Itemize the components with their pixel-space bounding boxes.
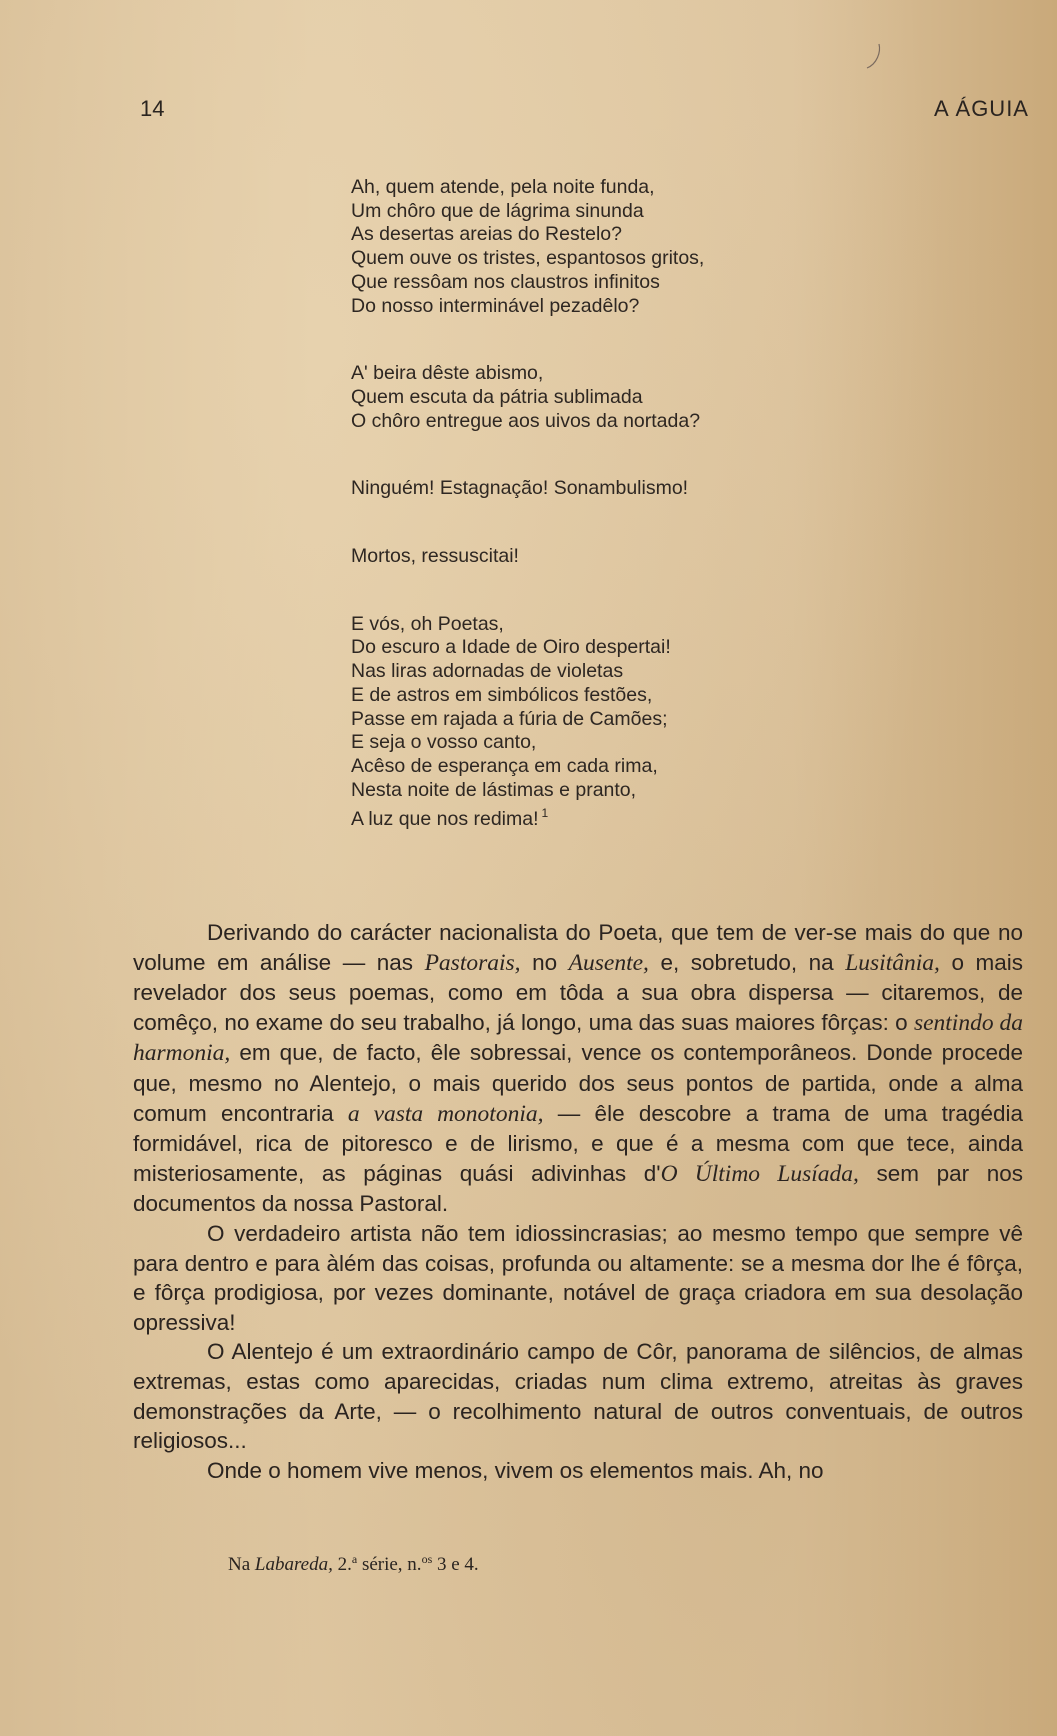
paragraph [133,918,1023,1219]
footnote-marker: 1 [541,806,549,821]
italic-phrase: sentindo da harmonia, [133,1009,1023,1067]
text-run: e, sobretudo, na [648,949,846,975]
poem-line: O chôro entregue aos uivos da nortada? [351,409,701,432]
poem-line: Ah, quem atende, pela noite funda, [351,176,655,198]
footnote-rest: 3 e 4. [432,1554,479,1575]
poem-stanza [351,362,704,433]
poem-line: Mortos, ressuscitai! [351,545,519,568]
poem-stanza [351,545,704,569]
poem-stanza [351,613,704,832]
footnote-sup: os [421,1552,433,1566]
text-run: Derivando do carácter nacionalista do Poeta, que tem de ver-se mais do que no volume em análise — nas [133,920,1023,975]
poem-line: Nesta noite de lástimas e pranto, [351,778,637,801]
italic-title: Pastorais, [424,949,521,976]
italic-title: Ausente, [568,949,649,976]
footnote-series-word: série, n. [357,1554,422,1575]
poem-line-last [351,802,704,832]
poem-line: Acêso de esperança em cada rima, [351,754,658,777]
poem-line: Do nosso interminável pezadêlo? [351,294,640,317]
footnote-title: Labareda, [254,1554,333,1575]
poem-line: Quem escuta da pátria sublimada [351,385,643,408]
poem-stanza [351,176,704,318]
italic-title: Lusitânia, [845,949,940,976]
poem-line: A' beira dêste abismo, [351,362,544,385]
footnote-sup: a [351,1552,358,1566]
text-run: sem par nos documentos da nossa Pastoral. [133,1160,1023,1217]
poem-line: E vós, oh Poetas, [351,612,504,635]
poem-line: Passe em rajada a fúria de Camões; [351,707,668,730]
paragraph: O verdadeiro artista não tem idiossincrasias; ao mesmo tempo que sempre vê para dentro e para àlém das coisas, profunda ou altamente: se a mesma dor lhe é fôrça, e fôrça prodigiosa, por vezes dominante, notável de graça criadora em sua desolação opressiva! [133,1220,1023,1335]
page-number: 14 [140,96,165,121]
text-run: em que, de facto, êle sobressai, vence os contemporâneos. Donde procede que, mesmo no Alentejo, o mais querido dos seus pontos de partida, onde a alma comum encontraria [133,1040,1023,1126]
italic-phrase: a vasta monotonia, [347,1100,544,1127]
poem-line: Nas liras adornadas de violetas [351,660,624,683]
paragraph: O Alentejo é um extraordinário campo de Côr, panorama de silêncios, de almas extremas, estas como aparecidas, criadas num clima extremo, atreitas às graves demonstrações da Arte, — o recolhimento natural de outros conventuais, de outros religiosos... [133,1339,1023,1454]
poem-line: Do escuro a Idade de Oiro despertai! [351,636,671,659]
poem-line: E seja o vosso canto, [351,731,537,754]
pencil-mark-icon [863,42,885,70]
text-run: o mais revelador dos seus poemas, como em tôda a sua obra dispersa — citaremos, de comêço, no exame do seu trabalho, já longo, uma das suas maiores fôrças: o [133,949,1024,1035]
paragraph: Onde o homem vive menos, vivem os elementos mais. Ah, no [207,1457,824,1483]
text-run: — êle descobre a trama de uma tragédia formidável, rica de pitoresco e de lirismo, e que é a mesma com que tece, ainda misteriosamente, as páginas quási adivinhas d' [133,1100,1023,1186]
footnote-prefix: Na [228,1554,255,1575]
poem-line: As desertas areias do Restelo? [351,223,622,246]
footnote-series: 2. [332,1554,352,1575]
poem-line: E de astros em simbólicos festões, [351,683,653,706]
running-head: A ÁGUIA [933,96,1029,121]
footnote [228,1552,479,1576]
poem-line: Ninguém! Estagnação! Sonambulismo! [351,477,689,500]
poem-line-text: A luz que nos redima! [351,808,539,831]
poem-line: Quem ouve os tristes, espantosos gritos, [351,247,705,270]
prose-body [133,918,1023,1485]
poem-stanza [351,477,704,501]
italic-title: O Último Lusíada, [660,1160,859,1187]
poem-line: Que ressôam nos claustros infinitos [351,270,660,293]
poem-line: Um chôro que de lágrima sinunda [351,199,644,222]
poem [351,176,704,832]
text-run: no [520,949,569,975]
